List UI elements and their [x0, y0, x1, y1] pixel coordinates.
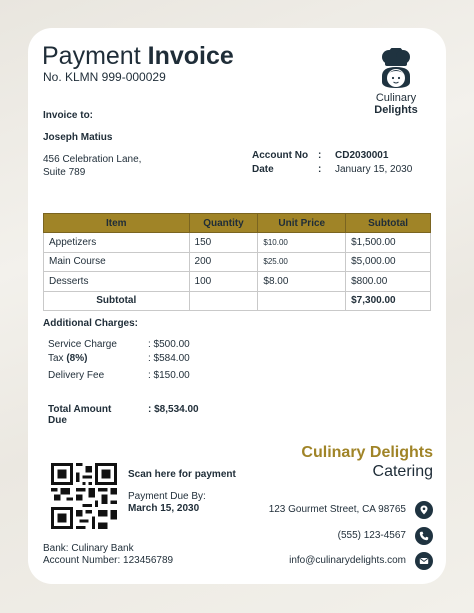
account-label: Account No: [252, 150, 309, 161]
page-title: [42, 42, 234, 71]
company-name: Culinary Delights: [301, 444, 433, 461]
cell-subtotal: $5,000.00: [346, 252, 431, 272]
title-light: Payment: [42, 42, 141, 70]
account-sep: :: [318, 150, 322, 161]
table-header-row: [44, 214, 431, 233]
scan-for-payment-text: Scan here for payment: [128, 469, 236, 480]
address-line2: Suite 789: [43, 167, 86, 178]
invoice-card: [28, 28, 446, 584]
subtotal-empty-cell: [258, 291, 346, 311]
address-line1: 456 Celebration Lane,: [43, 154, 142, 165]
cell-unit-price: $25.00: [258, 252, 346, 272]
payment-due-label: Payment Due By:: [128, 491, 206, 502]
cell-quantity: 200: [189, 252, 258, 272]
bank-info: [43, 543, 173, 567]
cell-quantity: 150: [189, 233, 258, 253]
subtotal-empty-cell: [189, 291, 258, 311]
header-quantity: Quantity: [189, 214, 258, 233]
brand-line1: Culinary: [375, 92, 417, 104]
cell-item: Appetizers: [44, 233, 190, 253]
delivery-fee-value: : $150.00: [148, 370, 190, 381]
table-row: [44, 272, 431, 292]
tax-label: Tax: [48, 353, 64, 364]
service-charge-value: : $500.00: [148, 339, 190, 350]
invoice-number: No. KLMN 999-000029: [43, 70, 166, 84]
subtotal-row: [44, 291, 431, 311]
bank-name: Bank: Culinary Bank: [43, 543, 134, 554]
location-pin-icon: [415, 501, 433, 519]
cell-unit-price: $10.00: [258, 233, 346, 253]
date-value: January 15, 2030: [335, 164, 413, 175]
total-amount-label: Total Amount Due: [48, 404, 112, 426]
cell-subtotal: $800.00: [346, 272, 431, 292]
email-icon: [415, 552, 433, 570]
total-amount-value: : $8,534.00: [148, 404, 199, 415]
cell-item: Desserts: [44, 272, 190, 292]
company-address: 123 Gourmet Street, CA 98765: [268, 504, 406, 515]
date-label: Date: [252, 164, 274, 175]
company-phone: (555) 123-4567: [337, 530, 406, 541]
subtotal-label: Subtotal: [44, 291, 190, 311]
phone-icon: [415, 527, 433, 545]
cell-item: Main Course: [44, 252, 190, 272]
table-row: [44, 252, 431, 272]
date-sep: :: [318, 164, 322, 175]
tax-value: : $584.00: [148, 353, 190, 364]
header-unit-price: Unit Price: [258, 214, 346, 233]
tax-rate: (8%): [66, 353, 88, 364]
brand-name: [358, 92, 434, 116]
payment-due-date: March 15, 2030: [128, 503, 200, 514]
customer-address: [43, 153, 141, 179]
qr-code-icon[interactable]: [49, 463, 119, 529]
service-charge-label: Service Charge: [48, 339, 117, 350]
invoice-to-label: Invoice to:: [43, 110, 94, 121]
tax-label-group: [48, 353, 87, 364]
table-row: [44, 233, 431, 253]
chef-logo-icon: [375, 48, 417, 88]
additional-charges-heading: Additional Charges:: [43, 318, 139, 329]
cell-subtotal: $1,500.00: [346, 233, 431, 253]
company-subtitle: Catering: [372, 463, 433, 480]
cell-quantity: 100: [189, 272, 258, 292]
cell-unit-price: $8.00: [258, 272, 346, 292]
bank-account-number: Account Number: 123456789: [43, 555, 174, 566]
account-value: CD2030001: [335, 150, 389, 161]
brand-line2: Delights: [374, 104, 418, 116]
title-bold: Invoice: [147, 42, 234, 70]
customer-name: Joseph Matius: [43, 132, 113, 143]
header-subtotal: Subtotal: [346, 214, 431, 233]
subtotal-value: $7,300.00: [346, 291, 431, 311]
company-email[interactable]: info@culinarydelights.com: [289, 555, 406, 566]
items-table: [43, 213, 431, 311]
delivery-fee-label: Delivery Fee: [48, 370, 105, 381]
header-item: Item: [44, 214, 190, 233]
